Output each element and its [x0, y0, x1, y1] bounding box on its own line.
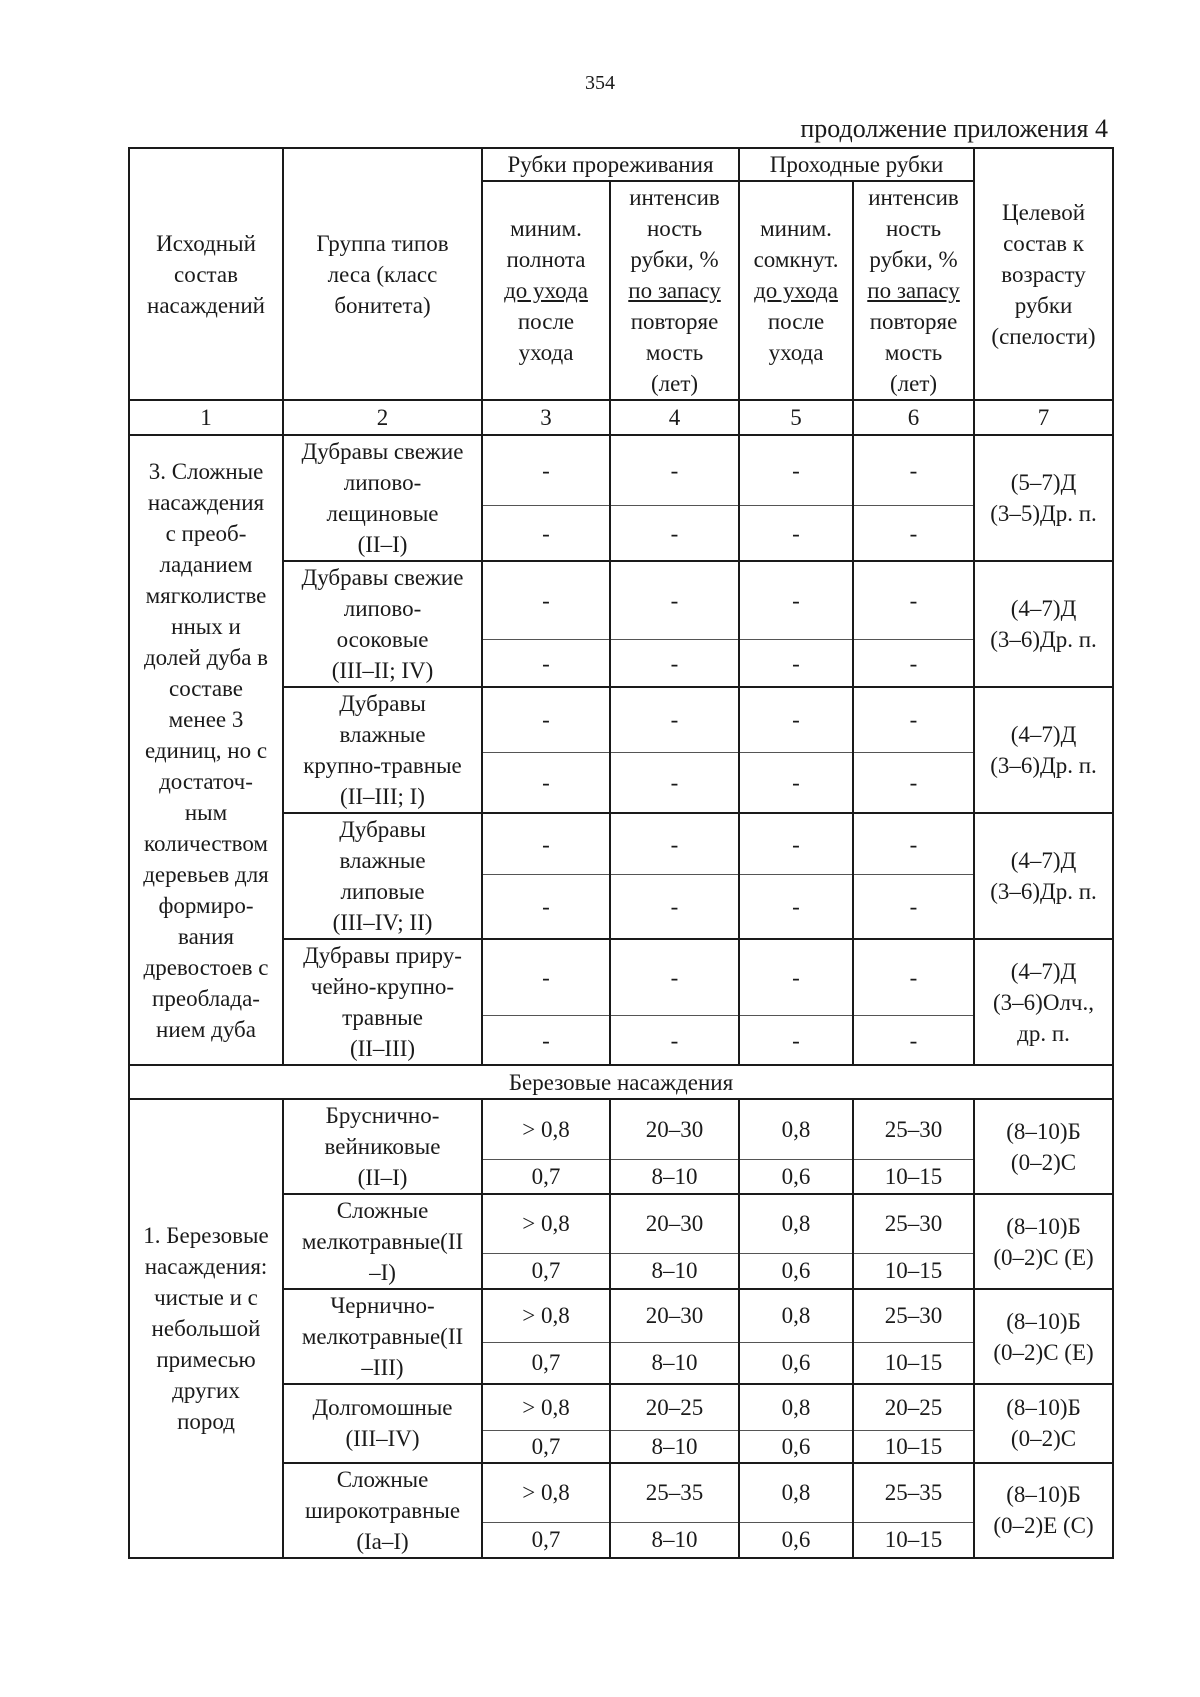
target-text: (8–10)Б [1006, 1482, 1081, 1507]
oak-forest-type [283, 435, 482, 561]
birch-value: 25–30 [853, 1099, 974, 1160]
oak-target-composition [974, 939, 1113, 1065]
birch-value: 10–15 [853, 1523, 974, 1558]
source-text: мягколистве [145, 582, 267, 608]
oak-value: - [482, 506, 610, 561]
header-text: состав [174, 261, 238, 287]
birch-target-composition [974, 1384, 1113, 1463]
header-text: сомкнут. [753, 247, 839, 272]
column-number: 7 [974, 400, 1113, 435]
forest-type-text: Дубравы свежие [301, 565, 464, 590]
target-text: (0–2)С [1010, 1426, 1077, 1452]
oak-value: - [853, 435, 974, 506]
oak-value: - [482, 813, 610, 875]
forest-type-text: (II–I) [357, 532, 408, 557]
birch-target-composition [974, 1099, 1113, 1194]
header-text: повторяе [869, 309, 958, 334]
birch-value: 20–30 [610, 1194, 739, 1253]
oak-value: - [853, 1016, 974, 1065]
target-text: (8–10)Б [1006, 1308, 1081, 1334]
forest-type-text: крупно-травные [303, 753, 462, 778]
oak-value: - [739, 506, 853, 561]
column-number: 1 [129, 400, 283, 435]
oak-value: - [482, 939, 610, 1016]
oak-target-composition [974, 687, 1113, 813]
source-text: нных и [171, 613, 241, 639]
header-passing-intensity [853, 181, 974, 400]
forest-type-text: липово- [343, 596, 422, 621]
source-text: насаждения [147, 489, 265, 515]
oak-forest-type [283, 561, 482, 687]
forest-type-text: (II–III; I) [340, 784, 425, 809]
header-text: рубки, % [869, 247, 958, 272]
header-min-density [482, 181, 610, 400]
forest-type-text: Сложные [336, 1466, 429, 1492]
oak-value: - [739, 939, 853, 1016]
oak-value: - [739, 875, 853, 939]
header-text: возрасту [1001, 261, 1086, 287]
source-text: пород [177, 1408, 235, 1434]
header-thinning-group [482, 148, 739, 181]
header-passing-group [739, 148, 974, 181]
target-text: (8–10)Б [1006, 1118, 1081, 1144]
header-text: бонитета) [334, 292, 431, 318]
birch-value: 0,7 [482, 1253, 610, 1289]
oak-value: - [610, 687, 739, 752]
birch-value: 20–30 [610, 1099, 739, 1160]
forest-type-text: (Iа–I) [356, 1528, 409, 1554]
target-text: (4–7)Д [1010, 958, 1077, 984]
birch-forest-type [283, 1289, 482, 1384]
header-text: ность [646, 216, 703, 241]
birch-value: 0,7 [482, 1523, 610, 1558]
birch-value: 10–15 [853, 1342, 974, 1384]
birch-value: 25–35 [610, 1463, 739, 1523]
target-text: (3–6)Др. п. [990, 627, 1097, 652]
target-text: (0–2)С (Е) [993, 1244, 1094, 1270]
source-text: менее 3 [168, 706, 244, 732]
birch-value: 8–10 [610, 1430, 739, 1463]
header-text: насаждений [147, 292, 265, 318]
source-text: с преоб- [165, 520, 247, 546]
target-text: (4–7)Д [1010, 848, 1077, 873]
target-text: (0–2)Е (С) [993, 1513, 1094, 1538]
birch-value: 25–30 [853, 1289, 974, 1342]
birch-value: 0,8 [739, 1384, 853, 1430]
forest-type-text: вейниковые [324, 1134, 441, 1159]
birch-value: 20–30 [610, 1289, 739, 1342]
source-text: единиц, но с [144, 737, 268, 763]
birch-value: > 0,8 [482, 1194, 610, 1253]
oak-value: - [482, 752, 610, 813]
source-text: формиро- [158, 892, 254, 918]
header-text: миним. [760, 216, 832, 241]
source-text: количеством [144, 830, 268, 856]
oak-value: - [610, 813, 739, 875]
birch-value: 0,6 [739, 1342, 853, 1384]
header-text: ухода [518, 340, 574, 365]
birch-value: 0,6 [739, 1160, 853, 1194]
source-text: достаточ- [159, 768, 253, 794]
birch-forest-type [283, 1463, 482, 1558]
source-text: нием дуба [156, 1016, 256, 1042]
forest-type-text: липово- [343, 470, 422, 495]
oak-value: - [610, 561, 739, 640]
forest-type-text: Дубравы свежие [301, 439, 464, 464]
oak-value: - [739, 435, 853, 506]
birch-value: > 0,8 [482, 1463, 610, 1523]
birch-value: 8–10 [610, 1342, 739, 1384]
forest-type-text: мелкотравные(II [301, 1324, 464, 1349]
birch-value: > 0,8 [482, 1099, 610, 1160]
target-text: (4–7)Д [1010, 722, 1077, 747]
oak-value: - [610, 435, 739, 506]
forest-type-text: липовые [340, 879, 425, 904]
forest-type-text: (III–IV) [345, 1426, 420, 1452]
target-text: (5–7)Д [1010, 470, 1077, 495]
birch-value: 25–30 [853, 1194, 974, 1253]
forest-type-text: Дубравы приру- [303, 943, 462, 968]
header-text: повторяе [630, 309, 719, 334]
forest-type-text: (II–I) [357, 1165, 408, 1190]
source-text: преоблада- [152, 985, 260, 1011]
oak-value: - [610, 1016, 739, 1065]
header-text: рубки, % [630, 247, 719, 272]
source-text: насаждения: [144, 1253, 268, 1279]
birch-value: 20–25 [610, 1384, 739, 1430]
oak-value: - [739, 813, 853, 875]
header-forest-type-group [283, 148, 482, 400]
oak-value: - [739, 752, 853, 813]
birch-value: 0,7 [482, 1160, 610, 1194]
column-number: 3 [482, 400, 610, 435]
header-text: после [767, 309, 825, 334]
forest-type-text: лещиновые [326, 501, 439, 526]
birch-value: 8–10 [610, 1253, 739, 1289]
header-target-composition [974, 148, 1113, 400]
source-text: небольшой [151, 1315, 261, 1341]
column-number: 4 [610, 400, 739, 435]
header-text: ность [885, 216, 942, 241]
birch-value: 20–25 [853, 1384, 974, 1430]
header-text: мость [884, 340, 943, 365]
oak-value: - [853, 506, 974, 561]
source-text: деревьев для [143, 861, 269, 887]
oak-forest-type [283, 687, 482, 813]
header-text: состав к [1003, 230, 1084, 256]
header-text-underlined: до ухода [504, 278, 588, 303]
source-text: примесью [156, 1346, 256, 1372]
oak-value: - [482, 435, 610, 506]
birch-value: 8–10 [610, 1523, 739, 1558]
header-text: мость [645, 340, 704, 365]
forest-type-text: (II–III) [349, 1036, 416, 1061]
target-text: (0–2)С (Е) [993, 1339, 1094, 1365]
birch-forest-type [283, 1384, 482, 1463]
birch-target-composition [974, 1463, 1113, 1558]
header-text: Группа типов [316, 230, 449, 256]
source-text: 1. Березовые [143, 1222, 269, 1248]
oak-value: - [482, 561, 610, 640]
header-text-underlined: по запасу [628, 278, 721, 303]
birch-value: > 0,8 [482, 1384, 610, 1430]
header-text-underlined: по запасу [867, 278, 960, 303]
header-text: Исходный [156, 230, 256, 256]
column-number: 2 [283, 400, 482, 435]
birch-source-composition [129, 1099, 283, 1558]
forest-type-text: Долгомошные [312, 1395, 453, 1421]
oak-target-composition [974, 813, 1113, 939]
birch-value: 0,8 [739, 1289, 853, 1342]
page-number: 354 [585, 72, 615, 94]
birch-value: 8–10 [610, 1160, 739, 1194]
header-text-underlined: до ухода [754, 278, 838, 303]
oak-value: - [610, 939, 739, 1016]
header-min-closure [739, 181, 853, 400]
target-text: (8–10)Б [1006, 1213, 1081, 1239]
forest-type-text: мелкотравные(II [301, 1229, 464, 1254]
forest-type-text: Бруснично- [325, 1103, 440, 1128]
forest-type-text: Сложные [336, 1198, 429, 1223]
birch-value: 0,8 [739, 1099, 853, 1160]
header-text: интенсив [629, 185, 720, 210]
source-text: долей дуба в [143, 644, 269, 670]
birch-value: 10–15 [853, 1430, 974, 1463]
header-text: Проходные рубки [769, 152, 944, 177]
birch-value: 0,8 [739, 1194, 853, 1253]
forest-type-text: травные [342, 1005, 423, 1030]
forest-care-table [128, 147, 1114, 1559]
oak-value: - [853, 752, 974, 813]
header-text: (лет) [650, 371, 699, 396]
oak-forest-type [283, 813, 482, 939]
forest-type-text: Дубравы [339, 691, 426, 716]
birch-section-title: Березовые насаждения [129, 1065, 1113, 1099]
oak-value: - [739, 687, 853, 752]
oak-value: - [853, 939, 974, 1016]
oak-forest-type [283, 939, 482, 1065]
forest-type-text: –I) [369, 1260, 396, 1285]
target-text: (0–2)С [1010, 1149, 1077, 1175]
oak-value: - [853, 813, 974, 875]
forest-type-text: влажные [339, 848, 426, 873]
target-text: (4–7)Д [1010, 596, 1077, 621]
oak-value: - [610, 752, 739, 813]
header-text: Рубки прореживания [507, 152, 714, 177]
birch-value: 0,6 [739, 1253, 853, 1289]
forest-type-text: осоковые [336, 627, 429, 652]
target-text: (3–6)Др. п. [990, 753, 1097, 778]
forest-type-text: чейно-крупно- [310, 974, 455, 999]
oak-value: - [610, 506, 739, 561]
header-source-composition [129, 148, 283, 400]
forest-type-text: –III) [361, 1355, 404, 1380]
source-text: составе [169, 675, 243, 701]
forest-type-text: Чернично- [330, 1293, 435, 1318]
source-text: других [172, 1377, 240, 1403]
header-text: миним. [510, 216, 582, 241]
oak-value: - [610, 640, 739, 687]
source-text: ладанием [159, 551, 253, 577]
oak-value: - [482, 1016, 610, 1065]
oak-value: - [739, 561, 853, 640]
birch-forest-type [283, 1099, 482, 1194]
birch-value: > 0,8 [482, 1289, 610, 1342]
column-number: 5 [739, 400, 853, 435]
oak-value: - [482, 875, 610, 939]
continuation-caption: продолжение приложения 4 [800, 114, 1108, 143]
source-text: чистые и с [154, 1284, 258, 1310]
forest-type-text: (III–II; IV) [331, 658, 434, 683]
source-text: ным [184, 799, 228, 825]
oak-target-composition [974, 435, 1113, 561]
header-text: (лет) [889, 371, 938, 396]
header-text: ухода [768, 340, 824, 365]
birch-value: 0,8 [739, 1463, 853, 1523]
oak-value: - [482, 687, 610, 752]
oak-value: - [610, 875, 739, 939]
oak-source-composition [129, 435, 283, 1065]
oak-value: - [853, 561, 974, 640]
forest-type-text: широкотравные [304, 1497, 461, 1523]
oak-value: - [853, 640, 974, 687]
forest-type-text: Дубравы [339, 817, 426, 842]
oak-value: - [739, 640, 853, 687]
source-text: древостоев с [143, 954, 269, 980]
birch-forest-type [283, 1194, 482, 1289]
column-number: 6 [853, 400, 974, 435]
birch-value: 0,7 [482, 1430, 610, 1463]
birch-target-composition [974, 1194, 1113, 1289]
birch-value: 10–15 [853, 1253, 974, 1289]
oak-value: - [853, 687, 974, 752]
header-thinning-intensity [610, 181, 739, 400]
target-text: (8–10)Б [1006, 1395, 1081, 1421]
oak-value: - [853, 875, 974, 939]
source-text: 3. Сложные [148, 458, 264, 484]
target-text: (3–6)Олч., [993, 989, 1094, 1015]
target-text: (3–5)Др. п. [990, 501, 1097, 526]
header-text: леса (класс [327, 261, 438, 287]
source-text: вания [178, 923, 234, 949]
target-text: (3–6)Др. п. [990, 879, 1097, 904]
header-text: рубки [1014, 292, 1073, 318]
header-text: полнота [506, 247, 586, 272]
header-text: (спелости) [991, 323, 1096, 349]
birch-value: 0,6 [739, 1430, 853, 1463]
target-text: др. п. [1017, 1020, 1070, 1046]
birch-target-composition [974, 1289, 1113, 1384]
header-text: Целевой [1002, 199, 1086, 225]
oak-value: - [739, 1016, 853, 1065]
header-text: интенсив [868, 185, 959, 210]
forest-type-text: влажные [339, 722, 426, 747]
birch-value: 0,7 [482, 1342, 610, 1384]
header-text: после [517, 309, 575, 334]
birch-value: 10–15 [853, 1160, 974, 1194]
forest-type-text: (III–IV; II) [332, 910, 433, 935]
oak-target-composition [974, 561, 1113, 687]
birch-value: 0,6 [739, 1523, 853, 1558]
oak-value: - [482, 640, 610, 687]
birch-value: 25–35 [853, 1463, 974, 1523]
